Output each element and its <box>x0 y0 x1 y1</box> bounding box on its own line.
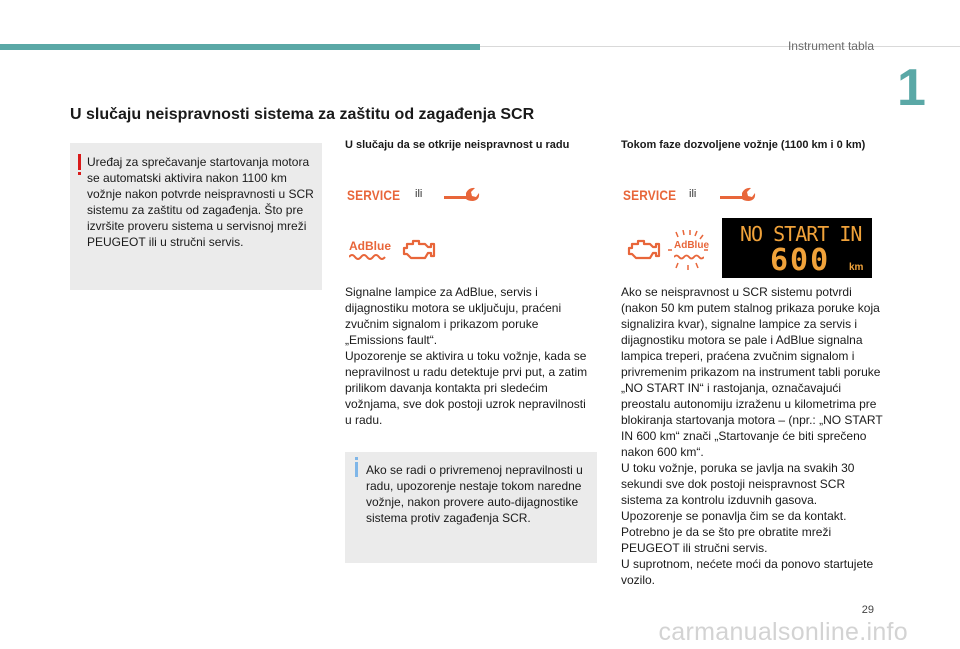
service-warning-icon-2: SERVICE <box>623 187 677 203</box>
service-warning-icon: SERVICE <box>347 187 401 203</box>
wrench-icon-2 <box>718 183 756 205</box>
adblue-wave-icon <box>349 253 387 261</box>
engine-diagnostic-icon <box>401 236 437 262</box>
engine-diagnostic-icon-2 <box>626 236 662 262</box>
info-icon <box>355 462 358 477</box>
adblue-warning-icon <box>349 239 391 261</box>
section-title: Instrument tabla <box>787 39 874 53</box>
or-label-2: ili <box>689 188 697 200</box>
info-note-text: Ako se radi o privremenoj nepravilnosti u radu, upozorenje nestaje tokom naredne vožnje, nakon provere auto-dijagnostike sistema protiv zagađenja SCR. <box>366 463 583 525</box>
display-message: NO START IN <box>740 222 862 246</box>
column2-heading: Tokom faze dozvoljene vožnje (1100 km i 0 km) <box>621 139 866 151</box>
adblue-wave-icon-2 <box>674 254 704 260</box>
watermark: carmanualsonline.info <box>658 618 908 646</box>
wrench-icon <box>442 183 480 205</box>
warning-note-text: Uređaj za sprečavanje startovanja motora se automatski aktivira nakon 1100 km vožnje nakon potvrde neispravnosti u SCR sistemu za zaštitu od zagađenja. Što pre izvršite proveru sistema u servisnoj mreži PEUGEOT ili u stručni servis. <box>87 155 314 249</box>
warning-exclamation-icon <box>78 154 81 170</box>
info-note-box <box>345 452 597 563</box>
header-accent-bar <box>0 44 480 50</box>
no-start-display <box>722 218 872 278</box>
adblue-flashing-icon <box>666 230 710 270</box>
column2-text: Ako se neispravnost u SCR sistemu potvrdi (nakon 50 km putem stalnog prikaza poruke koja signalizira kvar), signalne lampice za servis i dijagnostiku motora se pale i AdBlue signalna lampica treperi, praćena zvučnim signalom i privremenim prikazom na instrument tabli poruke „NO START IN“ i rastojanja, označavajući preostalu autonomiju izraženu u kilometrima pre blokiranja startovanja motora – (npr.: „NO START IN 600 km“ znači „Startovanje će biti sprečeno nakon 600 km“. U toku vožnje, poruka se javlja na svakih 30 sekundi sve dok postoji neispravnost SCR sistema za kontrolu izduvnih gasova. Upozorenje se ponavlja čim se da kontakt. Potrebno je da se što pre obratite mreži PEUGEOT ili stručni servis. U suprotnom, nećete moći da ponovo startujete vozilo. <box>621 285 883 587</box>
adblue-label: AdBlue <box>349 239 391 253</box>
display-distance: 600 <box>770 243 831 278</box>
page-number: 29 <box>861 604 874 616</box>
adblue-label-2: AdBlue <box>674 240 709 251</box>
or-label: ili <box>415 188 423 200</box>
display-unit: km <box>849 262 864 273</box>
chapter-number: 1 <box>897 59 926 117</box>
column1-heading: U slučaju da se otkrije neispravnost u radu <box>345 139 570 151</box>
header-divider <box>480 46 960 47</box>
column1-text: Signalne lampice za AdBlue, servis i dijagnostiku motora se uključuju, praćeni zvučnim signalom i prikazom poruke „Emissions fault“. Upozorenje se aktivira u toku vožnje, kada se nepravilnost u radu detektuje prvi put, a zatim prilikom davanja kontakta pri sledećim vožnjama, sve dok postoji uzrok nepravilnosti u radu. <box>345 285 588 427</box>
warning-note-box <box>70 143 322 290</box>
page-title: U slučaju neispravnosti sistema za zaštitu od zagađenja SCR <box>70 106 535 123</box>
